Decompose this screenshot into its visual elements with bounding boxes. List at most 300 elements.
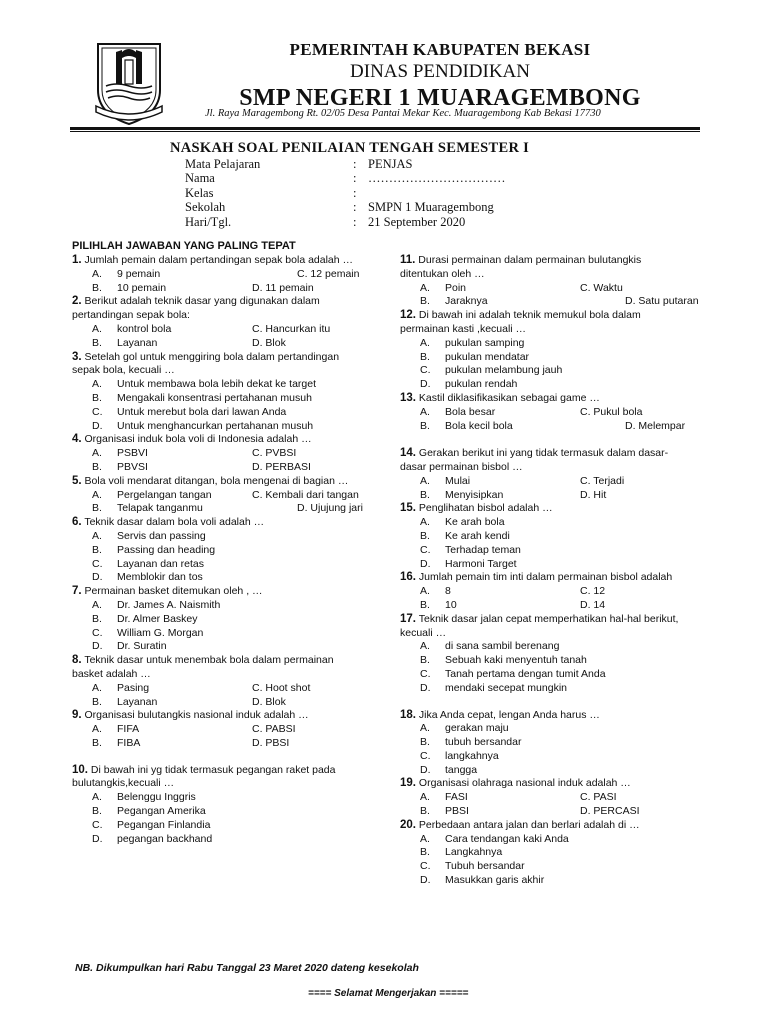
- meta-label: Nama: [185, 171, 215, 186]
- option-text: D. Melempar: [625, 419, 686, 432]
- option-text: D. Blok: [252, 336, 286, 349]
- question-line: Teknik dasar dalam bola voli adalah …: [84, 516, 265, 529]
- option-letter: B.: [420, 846, 430, 859]
- option-text: Dr. James A. Naismith: [117, 598, 221, 611]
- question-line: Setelah gol untuk menggiring bola dalam pertandingan: [84, 350, 340, 363]
- meta-value: PENJAS: [368, 157, 413, 171]
- question-line: Gerakan berikut ini yang tidak termasuk dalam dasar-: [418, 447, 669, 460]
- option-row: [400, 750, 720, 764]
- option-row: [400, 544, 720, 558]
- option-row: [72, 489, 382, 503]
- option-text: Untuk menghancurkan pertahanan musuh: [117, 419, 314, 432]
- option-row: [72, 378, 382, 392]
- option-letter: A.: [92, 378, 102, 391]
- option-letter: B.: [420, 488, 430, 501]
- option-row: [400, 585, 720, 599]
- option-letter: A.: [420, 516, 430, 529]
- option-text: 9 pemain: [117, 267, 161, 280]
- option-row: [72, 613, 382, 627]
- question-text: [72, 309, 382, 323]
- question: [72, 433, 382, 474]
- question-text: [72, 351, 382, 365]
- option-text: C. PVBSI: [252, 447, 297, 460]
- option-text: kontrol bola: [117, 322, 172, 335]
- option-text: pegangan backhand: [117, 832, 213, 845]
- option-letter: B.: [92, 336, 102, 349]
- option-row: [72, 599, 382, 613]
- option-text: Memblokir dan tos: [117, 571, 203, 584]
- question-line: Organisasi olahraga nasional induk adalah …: [418, 777, 631, 790]
- question-line: Permainan basket ditemukan oleh , …: [84, 585, 263, 598]
- questions-left-column: [72, 254, 382, 846]
- option-letter: B.: [420, 654, 430, 667]
- option-letter: B.: [92, 543, 102, 556]
- option-letter: D.: [420, 378, 431, 391]
- option-text: Pergelangan tangan: [117, 488, 212, 501]
- question-text: [400, 819, 720, 833]
- question-line: pertandingan sepak bola:: [72, 309, 190, 322]
- option-row: [400, 475, 720, 489]
- question-line: Perbedaan antara jalan dan berlari adalah di …: [418, 818, 640, 831]
- question: [400, 613, 720, 696]
- question-text: [72, 777, 382, 791]
- question-line: Berikut adalah teknik dasar yang digunakan dalam: [84, 295, 320, 308]
- exam-meta: [185, 157, 506, 229]
- letterhead-address: Jl. Raya Maragembong Rt. 02/05 Desa Pantai Mekar Kec. Muaragembong Kab Bekasi 17730: [205, 108, 601, 119]
- question: [72, 585, 382, 654]
- option-row: [72, 640, 382, 654]
- option-letter: B.: [92, 805, 102, 818]
- option-letter: A.: [420, 640, 430, 653]
- option-text: 8: [445, 585, 451, 598]
- option-row: [72, 544, 382, 558]
- option-text: pukulan samping: [445, 336, 525, 349]
- option-letter: C.: [420, 543, 431, 556]
- footer-note: NB. Dikumpulkan hari Rabu Tanggal 23 Maret 2020 dateng kesekolah: [75, 962, 419, 974]
- option-text: Jaraknya: [445, 295, 488, 308]
- option-text: Untuk membawa bola lebih dekat ke target: [117, 378, 317, 391]
- letterhead-department: DINAS PENDIDIKAN: [350, 61, 530, 82]
- question: [72, 254, 382, 295]
- option-row: [72, 406, 382, 420]
- question-text: [400, 309, 720, 323]
- option-text: Belenggu Inggris: [117, 791, 196, 804]
- question-text: [72, 475, 382, 489]
- option-letter: A.: [92, 681, 102, 694]
- option-text: pukulan rendah: [445, 378, 518, 391]
- question-line: ditentukan oleh …: [400, 267, 485, 280]
- question: [400, 392, 720, 447]
- question-text: [72, 295, 382, 309]
- option-row: [72, 323, 382, 337]
- meta-colon: :: [353, 185, 357, 200]
- meta-label: Hari/Tgl.: [185, 214, 232, 229]
- option-letter: A.: [420, 832, 430, 845]
- question-text: [400, 392, 720, 406]
- option-row: [72, 737, 382, 751]
- option-letter: D.: [92, 832, 103, 845]
- option-text: Layanan: [117, 336, 158, 349]
- option-row: [400, 295, 720, 309]
- option-text: FIFA: [117, 723, 140, 736]
- option-row: [72, 696, 382, 710]
- footer-wish: ==== Selamat Mengerjakan =====: [308, 988, 469, 999]
- letterhead-government: PEMERINTAH KABUPATEN BEKASI: [289, 40, 591, 59]
- question-number: 19.: [400, 777, 416, 790]
- option-text: Tanah pertama dengan tumit Anda: [445, 667, 606, 680]
- option-row: [400, 791, 720, 805]
- option-text: D. Ujujung jari: [297, 502, 363, 515]
- option-letter: C.: [92, 818, 103, 831]
- meta-label: Sekolah: [185, 200, 226, 215]
- option-text: PBSI: [445, 805, 469, 818]
- option-text: C. Terjadi: [580, 474, 625, 487]
- question-number: 5.: [72, 474, 82, 487]
- option-text: mendaki secepat mungkin: [445, 681, 567, 694]
- option-letter: C.: [92, 626, 103, 639]
- meta-colon: :: [353, 214, 357, 229]
- question-line: Di bawah ini adalah teknik memukul bola dalam: [418, 309, 641, 322]
- option-text: langkahnya: [445, 749, 499, 762]
- meta-value: 21 September 2020: [368, 214, 466, 229]
- question-line: Teknik dasar untuk menembak bola dalam permainan: [84, 654, 334, 667]
- question-line: Di bawah ini yg tidak termasuk pegangan raket pada: [90, 763, 336, 776]
- question-number: 16.: [400, 571, 416, 584]
- option-text: Ke arah kendi: [445, 529, 510, 542]
- option-row: [72, 571, 382, 585]
- option-letter: A.: [420, 281, 430, 294]
- option-letter: A.: [92, 267, 102, 280]
- option-letter: A.: [92, 598, 102, 611]
- option-letter: A.: [420, 722, 430, 735]
- question-text: [400, 323, 720, 337]
- question-text: [400, 613, 720, 627]
- option-row: [72, 461, 382, 475]
- meta-row: [185, 157, 506, 171]
- option-text: D. Blok: [252, 695, 286, 708]
- question-line: Teknik dasar jalan cepat memperhatikan hal-hal berikut,: [418, 612, 679, 625]
- question-number: 20.: [400, 818, 416, 831]
- option-text: Untuk merebut bola dari lawan Anda: [117, 405, 287, 418]
- question-line: permainan kasti ,kecuali …: [400, 322, 527, 335]
- option-letter: C.: [420, 364, 431, 377]
- option-text: tangga: [445, 763, 478, 776]
- option-row: [72, 530, 382, 544]
- question-text: [400, 709, 720, 723]
- option-letter: B.: [92, 502, 102, 515]
- question-text: [72, 585, 382, 599]
- option-text: Dr. Almer Baskey: [117, 612, 198, 625]
- option-letter: B.: [420, 805, 430, 818]
- question-line: kecuali …: [400, 626, 447, 639]
- questions-right-column: [400, 254, 720, 888]
- option-row: [72, 447, 382, 461]
- meta-value: ……………………………: [368, 171, 506, 186]
- option-letter: A.: [92, 723, 102, 736]
- option-text: tubuh bersandar: [445, 736, 522, 749]
- question-number: 14.: [400, 447, 416, 460]
- option-letter: A.: [420, 405, 430, 418]
- option-row: [400, 654, 720, 668]
- option-letter: B.: [420, 295, 430, 308]
- option-row: [400, 489, 720, 503]
- option-letter: A.: [92, 488, 102, 501]
- letterhead-divider-thin: [70, 131, 700, 132]
- option-text: Sebuah kaki menyentuh tanah: [445, 654, 587, 667]
- option-text: C. 12 pemain: [297, 267, 360, 280]
- meta-value: SMPN 1 Muaragembong: [368, 200, 494, 215]
- option-text: Pegangan Amerika: [117, 805, 206, 818]
- option-letter: C.: [420, 749, 431, 762]
- question-number: 11.: [400, 254, 416, 266]
- option-letter: B.: [92, 736, 102, 749]
- option-letter: D.: [420, 874, 431, 887]
- option-letter: A.: [92, 447, 102, 460]
- question-text: [72, 433, 382, 447]
- question-number: 8.: [72, 654, 82, 667]
- option-text: PSBVI: [117, 447, 148, 460]
- question-text: [400, 268, 720, 282]
- question-text: [400, 447, 720, 461]
- question: [72, 709, 382, 750]
- option-letter: B.: [420, 529, 430, 542]
- option-letter: D.: [92, 571, 103, 584]
- option-text: Langkahnya: [445, 846, 503, 859]
- option-row: [400, 516, 720, 530]
- option-text: pukulan melambung jauh: [445, 364, 563, 377]
- option-text: D. Satu putaran: [625, 295, 699, 308]
- question-text: [400, 254, 720, 268]
- question-text: [400, 461, 720, 475]
- exam-title: NASKAH SOAL PENILAIAN TENGAH SEMESTER I: [170, 140, 530, 156]
- option-letter: C.: [420, 860, 431, 873]
- option-text: pukulan mendatar: [445, 350, 530, 363]
- option-row: [400, 860, 720, 874]
- option-text: PBVSI: [117, 460, 148, 473]
- option-letter: D.: [420, 681, 431, 694]
- option-text: C. Waktu: [580, 281, 623, 294]
- option-letter: C.: [92, 405, 103, 418]
- meta-colon: :: [353, 200, 357, 215]
- option-letter: B.: [92, 612, 102, 625]
- question-number: 9.: [72, 709, 82, 722]
- option-text: Bola kecil bola: [445, 419, 513, 432]
- meta-label: Kelas: [185, 185, 214, 200]
- meta-row: [185, 215, 506, 229]
- question-number: 1.: [72, 254, 82, 266]
- option-text: D. Hit: [580, 488, 607, 501]
- option-text: Bola besar: [445, 405, 496, 418]
- question-text: [72, 254, 382, 268]
- option-row: [400, 599, 720, 613]
- question-number: 2.: [72, 295, 82, 308]
- option-text: Pegangan Finlandia: [117, 818, 211, 831]
- question-line: Jika Anda cepat, lengan Anda harus …: [418, 708, 600, 721]
- option-row: [400, 764, 720, 778]
- option-text: Telapak tanganmu: [117, 502, 203, 515]
- option-text: D. PERCASI: [580, 805, 640, 818]
- option-row: [72, 282, 382, 296]
- option-letter: A.: [420, 585, 430, 598]
- question-line: Bola voli mendarat ditangan, bola mengenai di bagian …: [84, 474, 349, 487]
- question-text: [400, 627, 720, 641]
- meta-row: [185, 186, 506, 200]
- question-number: 6.: [72, 516, 82, 529]
- option-text: Layanan dan retas: [117, 557, 204, 570]
- option-text: D. PBSI: [252, 736, 290, 749]
- option-row: [72, 723, 382, 737]
- bekasi-regency-crest-icon: [92, 40, 166, 126]
- option-row: [400, 668, 720, 682]
- option-row: [400, 337, 720, 351]
- question-spacer: [72, 751, 382, 764]
- question-number: 7.: [72, 585, 82, 598]
- option-row: [72, 819, 382, 833]
- question: [72, 654, 382, 709]
- question: [400, 309, 720, 392]
- option-row: [400, 282, 720, 296]
- meta-colon: :: [353, 171, 357, 186]
- question-number: 10.: [72, 763, 88, 776]
- option-text: D. 14: [580, 598, 606, 611]
- option-letter: B.: [420, 350, 430, 363]
- question-number: 15.: [400, 502, 416, 515]
- question-number: 13.: [400, 391, 416, 404]
- option-text: Terhadap teman: [445, 543, 521, 556]
- option-text: Servis dan passing: [117, 529, 206, 542]
- question: [72, 764, 382, 847]
- option-row: [72, 805, 382, 819]
- option-row: [400, 558, 720, 572]
- option-text: Dr. Suratin: [117, 640, 167, 653]
- letterhead-divider: [70, 127, 700, 130]
- option-letter: D.: [420, 763, 431, 776]
- question-line: bulutangkis,kecuali …: [72, 777, 175, 790]
- question-text: [72, 654, 382, 668]
- meta-colon: :: [353, 157, 357, 171]
- option-text: di sana sambil berenang: [445, 640, 560, 653]
- question-line: Organisasi bulutangkis nasional induk adalah …: [84, 709, 309, 722]
- option-letter: D.: [92, 419, 103, 432]
- question-text: [72, 764, 382, 778]
- option-row: [400, 640, 720, 654]
- option-row: [400, 420, 720, 448]
- option-row: [72, 682, 382, 696]
- option-row: [72, 502, 382, 516]
- option-letter: A.: [92, 529, 102, 542]
- question: [400, 819, 720, 888]
- question-line: Penglihatan bisbol adalah …: [418, 502, 553, 515]
- option-text: C. PASI: [580, 791, 617, 804]
- question: [72, 475, 382, 516]
- option-text: C. Pukul bola: [580, 405, 643, 418]
- option-row: [72, 791, 382, 805]
- question-text: [72, 709, 382, 723]
- option-letter: C.: [92, 557, 103, 570]
- question-line: Jumlah pemain tim inti dalam permainan bisbol adalah: [418, 571, 673, 584]
- meta-label: Mata Pelajaran: [185, 157, 261, 171]
- option-row: [400, 406, 720, 420]
- question: [72, 516, 382, 585]
- option-row: [400, 833, 720, 847]
- option-text: C. Hoot shot: [252, 681, 311, 694]
- option-row: [72, 268, 382, 282]
- option-text: Masukkan garis akhir: [445, 874, 545, 887]
- option-text: Harmoni Target: [445, 557, 517, 570]
- option-text: 10 pemain: [117, 281, 167, 294]
- option-row: [72, 558, 382, 572]
- question: [400, 777, 720, 818]
- option-text: C. Kembali dari tangan: [252, 488, 359, 501]
- question-line: Kastil diklasifikasikan sebagai game …: [418, 391, 600, 404]
- option-text: Layanan: [117, 695, 158, 708]
- question-text: [400, 502, 720, 516]
- option-letter: B.: [420, 598, 430, 611]
- option-text: C. 12: [580, 585, 606, 598]
- question-line: Jumlah pemain dalam pertandingan sepak bola adalah …: [84, 254, 354, 266]
- option-text: Poin: [445, 281, 467, 294]
- option-letter: A.: [92, 322, 102, 335]
- option-letter: A.: [92, 791, 102, 804]
- option-row: [72, 337, 382, 351]
- question-line: dasar permainan bisbol …: [400, 460, 523, 473]
- option-letter: B.: [92, 281, 102, 294]
- question-line: basket adalah …: [72, 667, 151, 680]
- option-text: D. 11 pemain: [252, 281, 314, 294]
- question: [400, 447, 720, 502]
- option-text: Ke arah bola: [445, 516, 505, 529]
- option-text: Tubuh bersandar: [445, 860, 525, 873]
- option-row: [400, 530, 720, 544]
- option-row: [72, 833, 382, 847]
- option-row: [400, 736, 720, 750]
- option-letter: B.: [92, 695, 102, 708]
- option-text: Mulai: [445, 474, 471, 487]
- question-line: sepak bola, kecuali …: [72, 364, 175, 377]
- option-letter: D.: [92, 640, 103, 653]
- question: [400, 502, 720, 571]
- option-text: FASI: [445, 791, 468, 804]
- question: [400, 709, 720, 778]
- option-row: [400, 682, 720, 696]
- question-text: [72, 668, 382, 682]
- option-row: [400, 364, 720, 378]
- option-letter: B.: [420, 419, 430, 432]
- option-letter: B.: [92, 460, 102, 473]
- question-spacer: [400, 696, 720, 709]
- meta-row: [185, 171, 506, 185]
- option-text: gerakan maju: [445, 722, 509, 735]
- option-row: [400, 378, 720, 392]
- option-row: [72, 627, 382, 641]
- question-number: 18.: [400, 708, 416, 721]
- letterhead-school-name: SMP NEGERI 1 MUARAGEMBONG: [239, 85, 641, 111]
- option-row: [400, 351, 720, 365]
- option-text: Cara tendangan kaki Anda: [445, 832, 569, 845]
- question-number: 3.: [72, 350, 82, 363]
- option-text: Mengakali konsentrasi pertahanan musuh: [117, 391, 312, 404]
- option-row: [400, 846, 720, 860]
- question: [72, 351, 382, 434]
- letterhead: [190, 40, 690, 113]
- option-text: Pasing: [117, 681, 150, 694]
- option-letter: B.: [92, 391, 102, 404]
- option-letter: D.: [420, 557, 431, 570]
- question: [72, 295, 382, 350]
- option-letter: A.: [420, 474, 430, 487]
- option-row: [72, 392, 382, 406]
- question-text: [72, 364, 382, 378]
